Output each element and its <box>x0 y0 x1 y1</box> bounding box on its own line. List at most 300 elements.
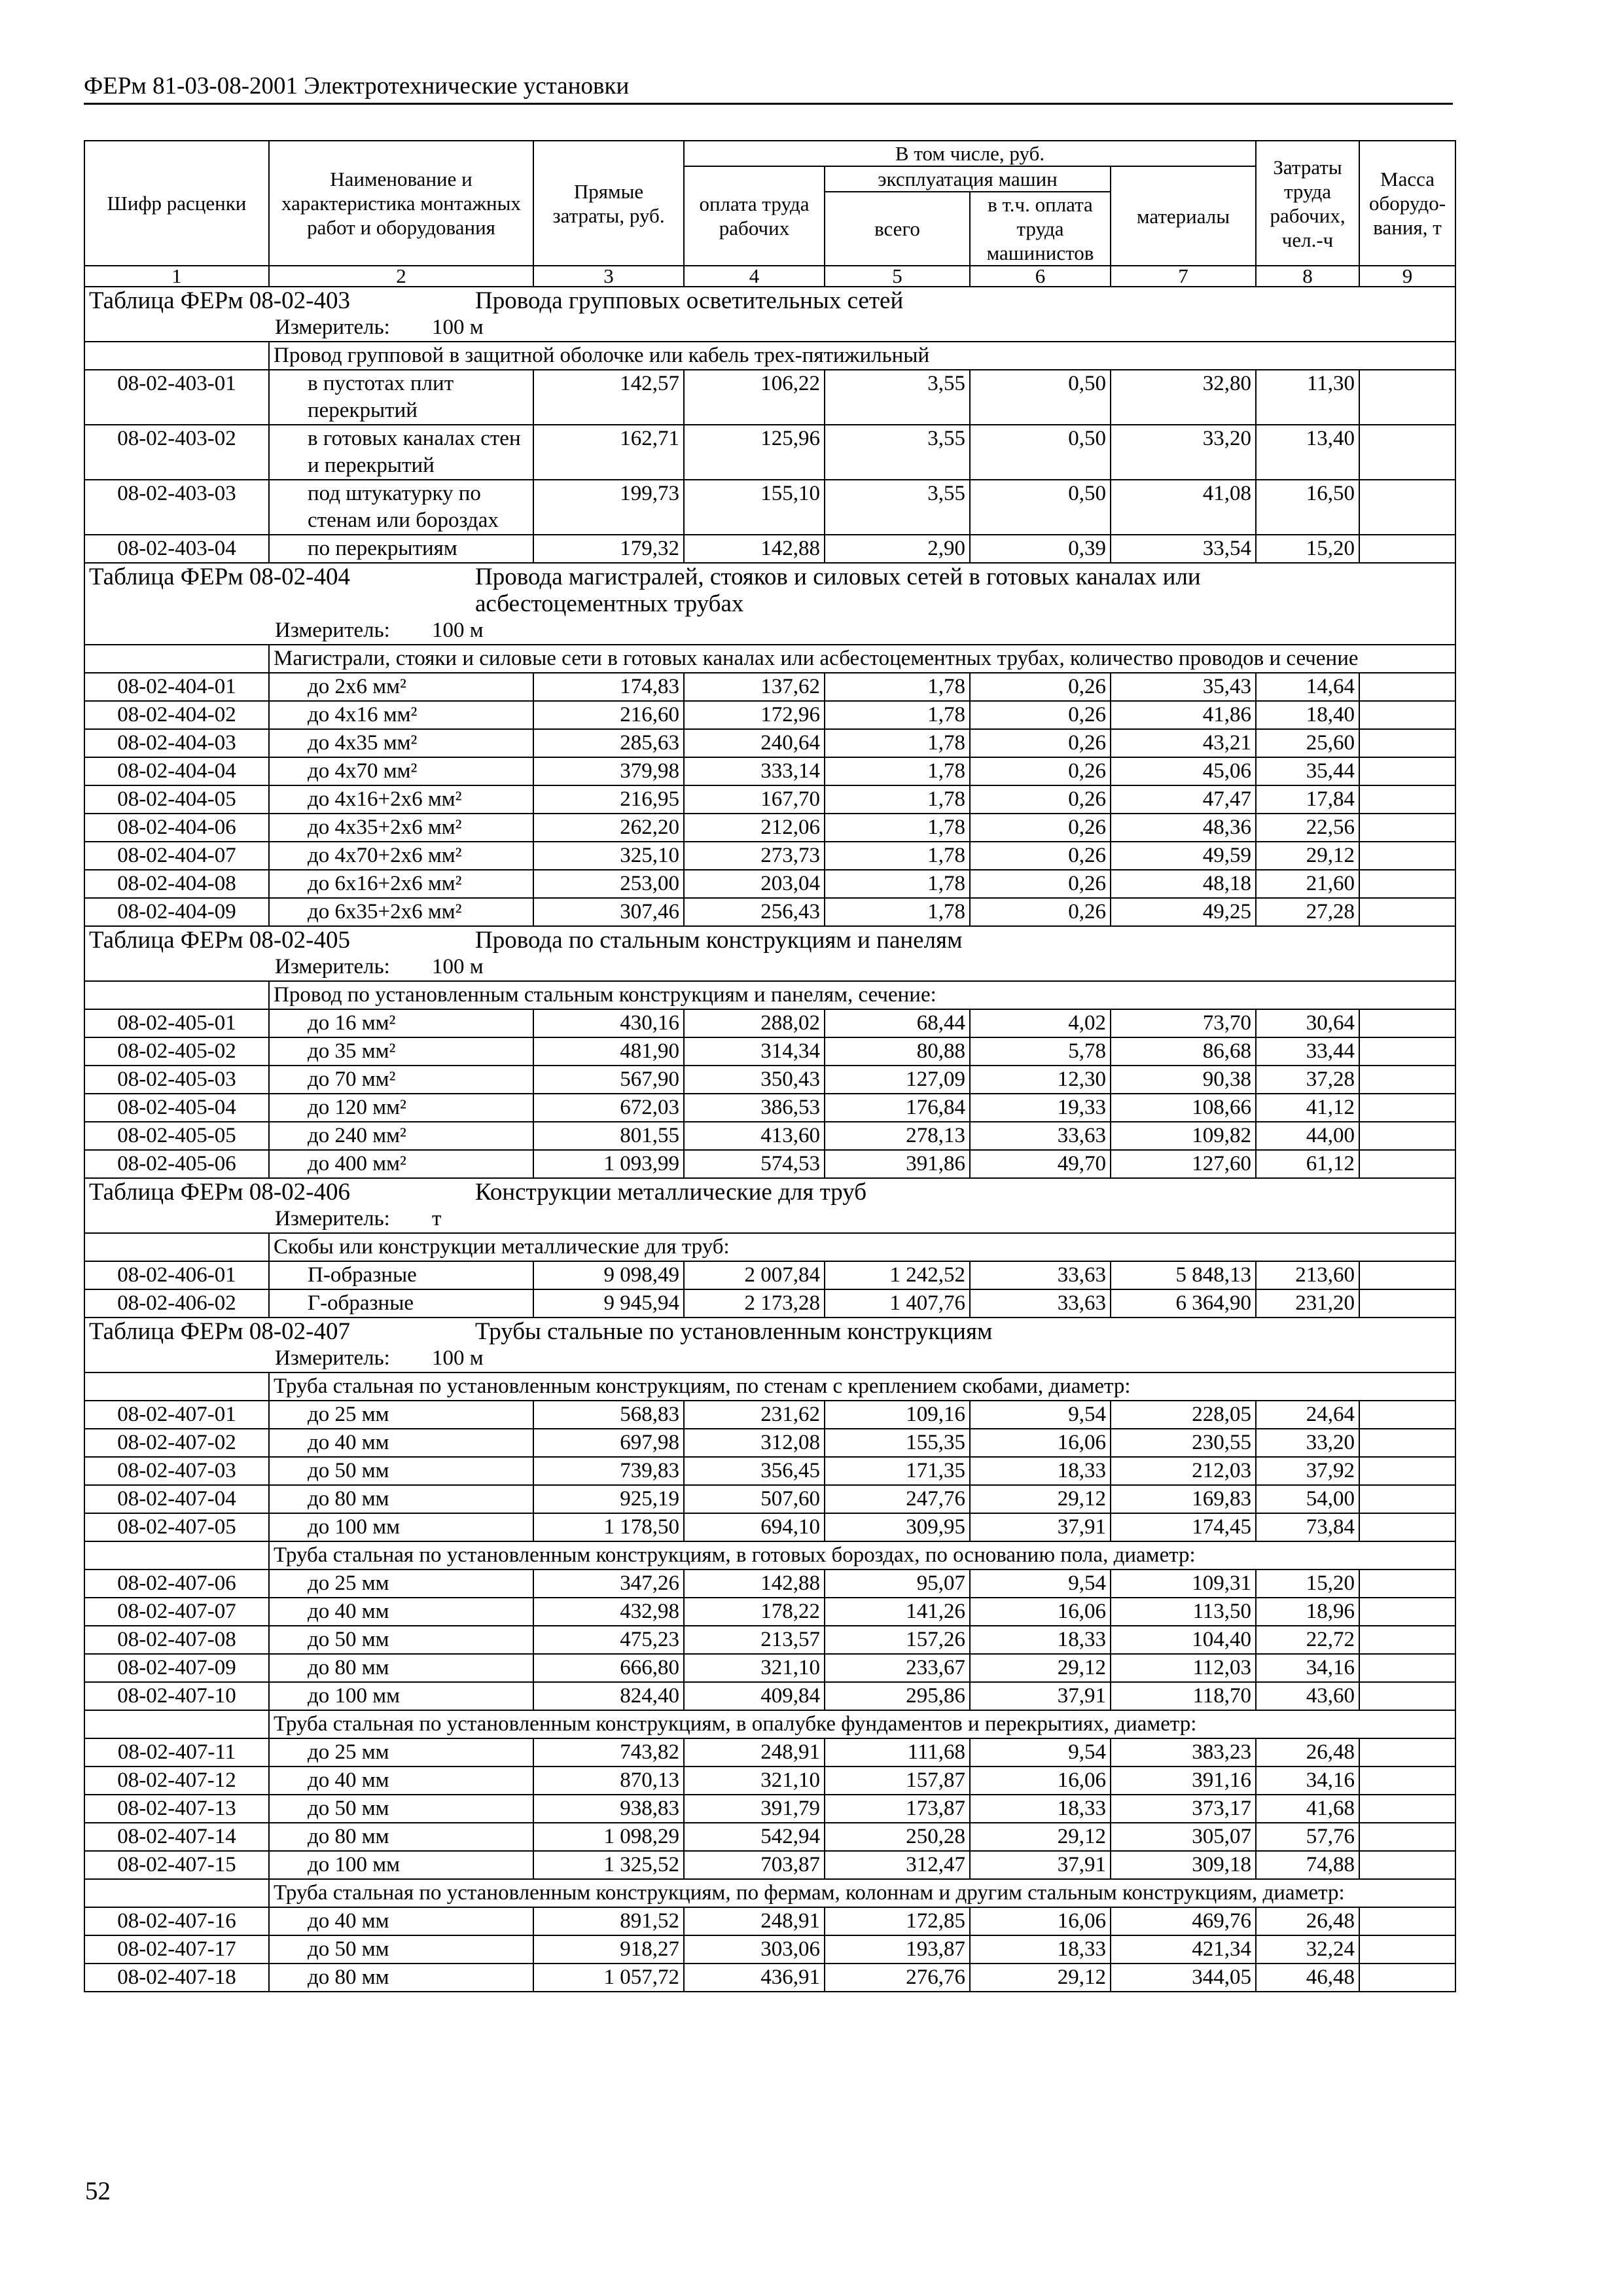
wage: 106,22 <box>684 370 825 425</box>
column-number: 5 <box>825 266 970 287</box>
work-name: до 2х6 мм² <box>269 673 533 701</box>
materials: 49,59 <box>1111 842 1256 870</box>
unit-row <box>84 1206 1455 1233</box>
table-row <box>84 1738 1455 1767</box>
machines-total: 1,78 <box>825 785 970 814</box>
rate-code: 08-02-407-15 <box>84 1851 269 1879</box>
machinist-wage: 33,63 <box>970 1261 1111 1289</box>
equipment-mass <box>1359 1795 1455 1823</box>
machinist-wage: 0,26 <box>970 673 1111 701</box>
direct-cost: 743,82 <box>533 1738 684 1767</box>
unit-value: 100 м <box>432 955 484 978</box>
group-description-row <box>84 981 1455 1009</box>
machinist-wage: 0,50 <box>970 480 1111 535</box>
machinist-wage: 49,70 <box>970 1150 1111 1178</box>
rate-code: 08-02-407-13 <box>84 1795 269 1823</box>
materials: 305,07 <box>1111 1823 1256 1851</box>
wage: 248,91 <box>684 1738 825 1767</box>
machinist-wage: 16,06 <box>970 1429 1111 1457</box>
direct-cost: 697,98 <box>533 1429 684 1457</box>
labor-cost: 74,88 <box>1256 1851 1359 1879</box>
work-name: по перекрытиям <box>269 535 533 563</box>
unit-wrap <box>85 1206 1455 1232</box>
labor-cost: 46,48 <box>1256 1964 1359 1992</box>
unit-cell <box>84 1345 1455 1372</box>
machines-total: 157,26 <box>825 1626 970 1654</box>
equipment-mass <box>1359 701 1455 729</box>
table-row <box>84 1626 1455 1654</box>
wage: 312,08 <box>684 1429 825 1457</box>
labor-cost: 25,60 <box>1256 729 1359 757</box>
column-number: 9 <box>1359 266 1455 287</box>
work-name: до 80 мм <box>269 1964 533 1992</box>
rate-code: 08-02-407-16 <box>84 1907 269 1935</box>
table-title-row <box>84 1178 1455 1206</box>
materials: 344,05 <box>1111 1964 1256 1992</box>
rate-code: 08-02-407-04 <box>84 1485 269 1513</box>
machinist-wage: 12,30 <box>970 1066 1111 1094</box>
direct-cost: 9 098,49 <box>533 1261 684 1289</box>
direct-cost: 1 325,52 <box>533 1851 684 1879</box>
labor-cost: 44,00 <box>1256 1122 1359 1150</box>
col-incl-header: В том числе, руб. <box>684 141 1256 166</box>
machinist-wage: 29,12 <box>970 1485 1111 1513</box>
direct-cost: 666,80 <box>533 1654 684 1682</box>
table-number: Таблица ФЕРм 08-02-406 <box>89 1179 350 1206</box>
work-name: до 40 мм <box>269 1598 533 1626</box>
materials: 6 364,90 <box>1111 1289 1256 1318</box>
machines-total: 1,78 <box>825 814 970 842</box>
work-name: до 100 мм <box>269 1682 533 1710</box>
machinist-wage: 4,02 <box>970 1009 1111 1037</box>
table-number: Таблица ФЕРм 08-02-404 <box>89 564 350 590</box>
materials: 104,40 <box>1111 1626 1256 1654</box>
wage: 248,91 <box>684 1907 825 1935</box>
col-name-header: Наименование и характеристика монтажных работ и оборудования <box>269 141 533 266</box>
equipment-mass <box>1359 480 1455 535</box>
work-name: до 100 мм <box>269 1851 533 1879</box>
machinist-wage: 0,26 <box>970 842 1111 870</box>
wage: 507,60 <box>684 1485 825 1513</box>
description-spacer <box>84 645 269 673</box>
machines-total: 3,55 <box>825 370 970 425</box>
work-name: в пустотах плит перекрытий <box>269 370 533 425</box>
table-row <box>84 1907 1455 1935</box>
machines-total: 233,67 <box>825 1654 970 1682</box>
rate-code: 08-02-407-01 <box>84 1401 269 1429</box>
rate-code: 08-02-403-01 <box>84 370 269 425</box>
group-description-row <box>84 1879 1455 1907</box>
equipment-mass <box>1359 1598 1455 1626</box>
rates-table <box>84 140 1456 1992</box>
equipment-mass <box>1359 1513 1455 1541</box>
rate-code: 08-02-404-07 <box>84 842 269 870</box>
table-row <box>84 1795 1455 1823</box>
work-name: до 4х16 мм² <box>269 701 533 729</box>
machinist-wage: 0,39 <box>970 535 1111 563</box>
materials: 48,36 <box>1111 814 1256 842</box>
equipment-mass <box>1359 1964 1455 1992</box>
col-materials-header: материалы <box>1111 166 1256 266</box>
unit-label: Измеритель: <box>275 1346 390 1370</box>
col-total-header: всего <box>825 192 970 266</box>
table-title <box>84 926 1455 954</box>
equipment-mass <box>1359 842 1455 870</box>
materials: 113,50 <box>1111 1598 1256 1626</box>
table-name: Провода групповых осветительных сетей <box>475 287 904 314</box>
wage: 203,04 <box>684 870 825 898</box>
col-labor-header: Затраты труда рабочих, чел.-ч <box>1256 141 1359 266</box>
wage: 703,87 <box>684 1851 825 1879</box>
work-name: до 4х70 мм² <box>269 757 533 785</box>
machinist-wage: 37,91 <box>970 1682 1111 1710</box>
wage: 303,06 <box>684 1935 825 1964</box>
rate-code: 08-02-404-05 <box>84 785 269 814</box>
page-header <box>84 72 1453 105</box>
wage: 2 007,84 <box>684 1261 825 1289</box>
materials: 90,38 <box>1111 1066 1256 1094</box>
rate-code: 08-02-407-03 <box>84 1457 269 1485</box>
unit-value: т <box>432 1207 442 1230</box>
machines-total: 1 242,52 <box>825 1261 970 1289</box>
machinist-wage: 37,91 <box>970 1513 1111 1541</box>
materials: 33,20 <box>1111 425 1256 480</box>
table-row <box>84 1935 1455 1964</box>
table-title <box>84 1178 1455 1206</box>
machines-total: 1,78 <box>825 729 970 757</box>
machines-total: 111,68 <box>825 1738 970 1767</box>
machines-total: 172,85 <box>825 1907 970 1935</box>
materials: 230,55 <box>1111 1429 1256 1457</box>
rate-code: 08-02-407-17 <box>84 1935 269 1964</box>
table-row <box>84 1823 1455 1851</box>
machines-total: 109,16 <box>825 1401 970 1429</box>
column-number: 2 <box>269 266 533 287</box>
rate-code: 08-02-407-10 <box>84 1682 269 1710</box>
materials: 118,70 <box>1111 1682 1256 1710</box>
table-number: Таблица ФЕРм 08-02-403 <box>89 287 350 314</box>
machinist-wage: 9,54 <box>970 1738 1111 1767</box>
machinist-wage: 29,12 <box>970 1654 1111 1682</box>
wage: 321,10 <box>684 1767 825 1795</box>
machinist-wage: 0,26 <box>970 785 1111 814</box>
machinist-wage: 0,26 <box>970 729 1111 757</box>
machinist-wage: 16,06 <box>970 1767 1111 1795</box>
machines-total: 309,95 <box>825 1513 970 1541</box>
table-row <box>84 1009 1455 1037</box>
labor-cost: 33,44 <box>1256 1037 1359 1066</box>
materials: 43,21 <box>1111 729 1256 757</box>
machinist-wage: 9,54 <box>970 1570 1111 1598</box>
materials: 383,23 <box>1111 1738 1256 1767</box>
work-name: до 50 мм <box>269 1795 533 1823</box>
work-name: до 50 мм <box>269 1457 533 1485</box>
materials: 32,80 <box>1111 370 1256 425</box>
machinist-wage: 0,26 <box>970 814 1111 842</box>
table-row <box>84 535 1455 563</box>
unit-row <box>84 954 1455 981</box>
work-name: до 6х16+2х6 мм² <box>269 870 533 898</box>
group-description-row <box>84 1710 1455 1738</box>
machinist-wage: 18,33 <box>970 1626 1111 1654</box>
group-description: Труба стальная по установленным конструкциям, в опалубке фундаментов и перекрытиях, диаметр: <box>269 1710 1455 1738</box>
labor-cost: 14,64 <box>1256 673 1359 701</box>
machinist-wage: 19,33 <box>970 1094 1111 1122</box>
labor-cost: 32,24 <box>1256 1935 1359 1964</box>
machines-total: 1,78 <box>825 673 970 701</box>
work-name: до 4х35 мм² <box>269 729 533 757</box>
column-number: 7 <box>1111 266 1256 287</box>
direct-cost: 347,26 <box>533 1570 684 1598</box>
machinist-wage: 16,06 <box>970 1907 1111 1935</box>
table-row <box>84 425 1455 480</box>
direct-cost: 1 098,29 <box>533 1823 684 1851</box>
unit-value: 100 м <box>432 619 484 642</box>
labor-cost: 57,76 <box>1256 1823 1359 1851</box>
description-spacer <box>84 1541 269 1570</box>
direct-cost: 253,00 <box>533 870 684 898</box>
table-title <box>84 287 1455 314</box>
labor-cost: 35,44 <box>1256 757 1359 785</box>
materials: 309,18 <box>1111 1851 1256 1879</box>
work-name: до 80 мм <box>269 1654 533 1682</box>
materials: 73,70 <box>1111 1009 1256 1037</box>
direct-cost: 918,27 <box>533 1935 684 1964</box>
direct-cost: 1 093,99 <box>533 1150 684 1178</box>
machines-total: 3,55 <box>825 425 970 480</box>
machines-total: 155,35 <box>825 1429 970 1457</box>
labor-cost: 33,20 <box>1256 1429 1359 1457</box>
rate-code: 08-02-404-09 <box>84 898 269 926</box>
materials: 45,06 <box>1111 757 1256 785</box>
machines-total: 1,78 <box>825 757 970 785</box>
wage: 240,64 <box>684 729 825 757</box>
machines-total: 247,76 <box>825 1485 970 1513</box>
unit-wrap <box>85 617 1455 644</box>
equipment-mass <box>1359 1150 1455 1178</box>
materials: 33,54 <box>1111 535 1256 563</box>
column-number: 1 <box>84 266 269 287</box>
machinist-wage: 0,50 <box>970 425 1111 480</box>
unit-label: Измеритель: <box>275 955 390 978</box>
labor-cost: 41,12 <box>1256 1094 1359 1122</box>
table-name: Провода магистралей, стояков и силовых сетей в готовых каналах или асбестоцементных трубах <box>475 564 1201 617</box>
wage: 231,62 <box>684 1401 825 1429</box>
rate-code: 08-02-404-08 <box>84 870 269 898</box>
table-row <box>84 1037 1455 1066</box>
work-name: до 50 мм <box>269 1626 533 1654</box>
materials: 41,86 <box>1111 701 1256 729</box>
equipment-mass <box>1359 1851 1455 1879</box>
unit-label: Измеритель: <box>275 619 390 642</box>
work-name: до 25 мм <box>269 1738 533 1767</box>
unit-value: 100 м <box>432 1346 484 1370</box>
rate-code: 08-02-407-12 <box>84 1767 269 1795</box>
labor-cost: 21,60 <box>1256 870 1359 898</box>
rate-code: 08-02-407-08 <box>84 1626 269 1654</box>
col-code-header: Шифр расценки <box>84 141 269 266</box>
equipment-mass <box>1359 785 1455 814</box>
table-number: Таблица ФЕРм 08-02-405 <box>89 927 350 954</box>
col-machines-header: эксплуатация машин <box>825 166 1111 192</box>
machines-total: 1,78 <box>825 842 970 870</box>
direct-cost: 925,19 <box>533 1485 684 1513</box>
labor-cost: 29,12 <box>1256 842 1359 870</box>
direct-cost: 216,95 <box>533 785 684 814</box>
unit-row <box>84 1345 1455 1372</box>
column-numbers-row <box>84 266 1455 287</box>
labor-cost: 22,56 <box>1256 814 1359 842</box>
labor-cost: 16,50 <box>1256 480 1359 535</box>
unit-label: Измеритель: <box>275 315 390 339</box>
table-row <box>84 480 1455 535</box>
labor-cost: 24,64 <box>1256 1401 1359 1429</box>
machines-total: 68,44 <box>825 1009 970 1037</box>
wage: 391,79 <box>684 1795 825 1823</box>
page-number: 52 <box>85 2177 111 2205</box>
direct-cost: 142,57 <box>533 370 684 425</box>
wage: 178,22 <box>684 1598 825 1626</box>
direct-cost: 891,52 <box>533 1907 684 1935</box>
table-row <box>84 1570 1455 1598</box>
labor-cost: 17,84 <box>1256 785 1359 814</box>
direct-cost: 179,32 <box>533 535 684 563</box>
table-row <box>84 1513 1455 1541</box>
machines-total: 1,78 <box>825 898 970 926</box>
machines-total: 250,28 <box>825 1823 970 1851</box>
equipment-mass <box>1359 1682 1455 1710</box>
equipment-mass <box>1359 1066 1455 1094</box>
work-name: до 16 мм² <box>269 1009 533 1037</box>
materials: 48,18 <box>1111 870 1256 898</box>
group-description: Магистрали, стояки и силовые сети в готовых каналах или асбестоцементных трубах, количество проводов и сечение <box>269 645 1455 673</box>
materials: 174,45 <box>1111 1513 1256 1541</box>
rate-code: 08-02-403-03 <box>84 480 269 535</box>
materials: 109,82 <box>1111 1122 1256 1150</box>
work-name: П-образные <box>269 1261 533 1289</box>
labor-cost: 13,40 <box>1256 425 1359 480</box>
materials: 109,31 <box>1111 1570 1256 1598</box>
rate-code: 08-02-407-05 <box>84 1513 269 1541</box>
wage: 386,53 <box>684 1094 825 1122</box>
column-number: 4 <box>684 266 825 287</box>
group-description-row <box>84 1541 1455 1570</box>
equipment-mass <box>1359 1485 1455 1513</box>
unit-wrap <box>85 314 1455 341</box>
table-row <box>84 1094 1455 1122</box>
unit-row <box>84 314 1455 342</box>
table-title-row <box>84 1318 1455 1345</box>
rate-code: 08-02-405-02 <box>84 1037 269 1066</box>
rate-code: 08-02-407-09 <box>84 1654 269 1682</box>
wage: 409,84 <box>684 1682 825 1710</box>
materials: 391,16 <box>1111 1767 1256 1795</box>
rate-code: 08-02-406-02 <box>84 1289 269 1318</box>
machinist-wage: 0,26 <box>970 870 1111 898</box>
materials: 127,60 <box>1111 1150 1256 1178</box>
work-name: под штукатурку по стенам или бороздах <box>269 480 533 535</box>
equipment-mass <box>1359 1261 1455 1289</box>
table-name: Провода по стальным конструкциям и панелям <box>475 927 963 954</box>
wage: 321,10 <box>684 1654 825 1682</box>
wage: 288,02 <box>684 1009 825 1037</box>
table-row <box>84 1066 1455 1094</box>
direct-cost: 824,40 <box>533 1682 684 1710</box>
work-name: до 40 мм <box>269 1429 533 1457</box>
machines-total: 1 407,76 <box>825 1289 970 1318</box>
materials: 86,68 <box>1111 1037 1256 1066</box>
direct-cost: 9 945,94 <box>533 1289 684 1318</box>
labor-cost: 61,12 <box>1256 1150 1359 1178</box>
group-description: Провод по установленным стальным конструкциям и панелям, сечение: <box>269 981 1455 1009</box>
labor-cost: 37,92 <box>1256 1457 1359 1485</box>
work-name: до 100 мм <box>269 1513 533 1541</box>
direct-cost: 379,98 <box>533 757 684 785</box>
rate-code: 08-02-405-04 <box>84 1094 269 1122</box>
direct-cost: 262,20 <box>533 814 684 842</box>
equipment-mass <box>1359 1738 1455 1767</box>
rate-code: 08-02-404-02 <box>84 701 269 729</box>
materials: 212,03 <box>1111 1457 1256 1485</box>
rate-code: 08-02-403-02 <box>84 425 269 480</box>
group-description-row <box>84 1372 1455 1401</box>
rate-code: 08-02-405-01 <box>84 1009 269 1037</box>
machines-total: 3,55 <box>825 480 970 535</box>
column-number: 8 <box>1256 266 1359 287</box>
equipment-mass <box>1359 1570 1455 1598</box>
table-row <box>84 757 1455 785</box>
equipment-mass <box>1359 1094 1455 1122</box>
equipment-mass <box>1359 1122 1455 1150</box>
unit-wrap <box>85 1345 1455 1372</box>
equipment-mass <box>1359 1457 1455 1485</box>
machines-total: 95,07 <box>825 1570 970 1598</box>
group-description: Труба стальная по установленным конструкциям, по стенам с креплением скобами, диаметр: <box>269 1372 1455 1401</box>
table-row <box>84 1598 1455 1626</box>
table-row <box>84 898 1455 926</box>
table-row <box>84 1261 1455 1289</box>
table-row <box>84 701 1455 729</box>
wage: 694,10 <box>684 1513 825 1541</box>
table-row <box>84 1485 1455 1513</box>
equipment-mass <box>1359 1429 1455 1457</box>
machines-total: 1,78 <box>825 870 970 898</box>
direct-cost: 481,90 <box>533 1037 684 1066</box>
column-number: 6 <box>970 266 1111 287</box>
direct-cost: 174,83 <box>533 673 684 701</box>
labor-cost: 18,96 <box>1256 1598 1359 1626</box>
machinist-wage: 29,12 <box>970 1823 1111 1851</box>
labor-cost: 18,40 <box>1256 701 1359 729</box>
table-row <box>84 785 1455 814</box>
labor-cost: 73,84 <box>1256 1513 1359 1541</box>
materials: 421,34 <box>1111 1935 1256 1964</box>
table-name: Трубы стальные по установленным конструкциям <box>475 1318 993 1345</box>
machinist-wage: 37,91 <box>970 1851 1111 1879</box>
machinist-wage: 9,54 <box>970 1401 1111 1429</box>
unit-cell <box>84 954 1455 981</box>
table-row <box>84 729 1455 757</box>
equipment-mass <box>1359 1037 1455 1066</box>
equipment-mass <box>1359 1935 1455 1964</box>
machines-total: 171,35 <box>825 1457 970 1485</box>
equipment-mass <box>1359 1823 1455 1851</box>
equipment-mass <box>1359 1401 1455 1429</box>
direct-cost: 285,63 <box>533 729 684 757</box>
labor-cost: 26,48 <box>1256 1738 1359 1767</box>
machinist-wage: 16,06 <box>970 1598 1111 1626</box>
direct-cost: 475,23 <box>533 1626 684 1654</box>
